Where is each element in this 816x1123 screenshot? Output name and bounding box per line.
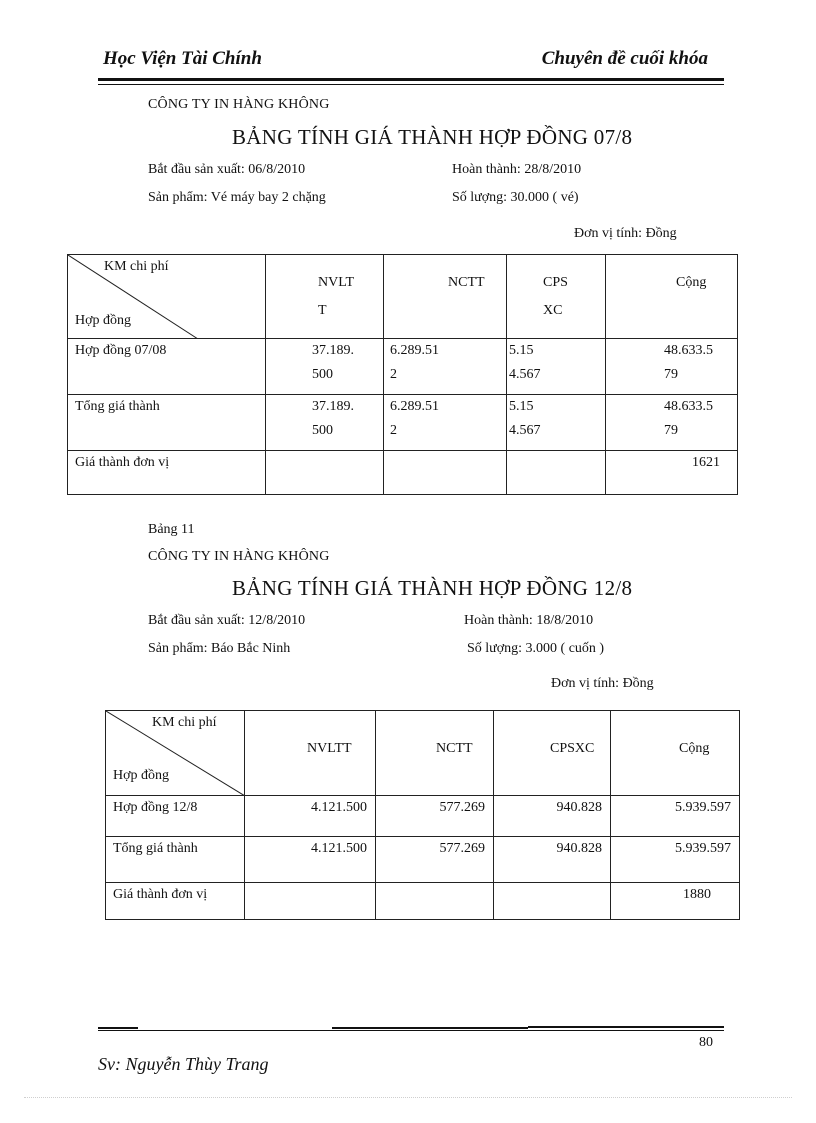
column-header: Cộng: [611, 711, 740, 796]
table-cell: 577.269: [376, 837, 494, 883]
header-left-title: Học Viện Tài Chính: [103, 48, 262, 69]
report2-start-date: Bắt đầu sản xuất: 12/8/2010: [148, 613, 306, 628]
table-cell: 940.828: [494, 837, 611, 883]
table-corner-cell: [106, 711, 245, 796]
table-cell: [507, 451, 606, 495]
report2-unit: Đơn vị tính: Đồng: [551, 676, 654, 691]
table-cell: 4.121.500: [245, 837, 376, 883]
table-cell: 1880: [611, 883, 740, 920]
table-cell: 48.633.5 79: [606, 395, 738, 451]
report1-start-date: Bắt đầu sản xuất: 06/8/2010: [148, 162, 306, 177]
corner-bottom-label: Hợp đồng: [113, 768, 170, 783]
table-cell: [494, 883, 611, 920]
row-label: Tổng giá thành: [106, 837, 245, 883]
column-header: NCTT: [384, 255, 507, 339]
table-corner-cell: [68, 255, 266, 339]
table-cell: 48.633.5 79: [606, 339, 738, 395]
table-cell: 577.269: [376, 796, 494, 837]
row-label: Giá thành đơn vị: [106, 883, 245, 920]
table-cell: 5.15 4.567: [507, 339, 606, 395]
corner-bottom-label: Hợp đồng: [75, 313, 132, 328]
corner-top-label: KM chi phí: [152, 715, 217, 730]
table-cell: 5.939.597: [611, 796, 740, 837]
report2-company: CÔNG TY IN HÀNG KHÔNG: [148, 549, 330, 564]
report1-product: Sản phẩm: Vé máy bay 2 chặng: [148, 190, 326, 205]
column-header: NCTT: [376, 711, 494, 796]
row-label: Hợp đồng 12/8: [106, 796, 245, 837]
header-rule-thin: [98, 84, 724, 85]
footer-rule-thick-mid: [332, 1027, 528, 1029]
table-cell: [384, 451, 507, 495]
table-cell: 37.189. 500: [266, 339, 384, 395]
column-header: NVLTT: [245, 711, 376, 796]
table-cell: 37.189. 500: [266, 395, 384, 451]
report1-unit: Đơn vị tính: Đồng: [574, 226, 677, 241]
report2-cost-table: [105, 710, 740, 920]
report1-finish-date: Hoàn thành: 28/8/2010: [452, 162, 582, 177]
student-name: Sv: Nguyễn Thùy Trang: [98, 1054, 269, 1074]
report2-product: Sản phẩm: Báo Bắc Ninh: [148, 641, 291, 656]
column-header: Cộng: [606, 255, 738, 339]
footer-rule-thin: [98, 1030, 724, 1031]
page-bottom-dotted-line: [24, 1097, 792, 1098]
table-cell: [266, 451, 384, 495]
table-cell: 940.828: [494, 796, 611, 837]
report2-table-number: Bảng 11: [148, 522, 195, 537]
footer-rule-thick-left: [98, 1027, 138, 1029]
report2-finish-date: Hoàn thành: 18/8/2010: [464, 613, 594, 628]
table-cell: 5.15 4.567: [507, 395, 606, 451]
corner-top-label: KM chi phí: [104, 259, 169, 274]
table-cell: 4.121.500: [245, 796, 376, 837]
row-label: Giá thành đơn vị: [68, 451, 266, 495]
footer-rule-thick-right: [528, 1026, 724, 1028]
table-cell: [376, 883, 494, 920]
report1-cost-table: [67, 254, 738, 495]
table-cell: 6.289.51 2: [384, 395, 507, 451]
row-label: Tổng giá thành: [68, 395, 266, 451]
header-right-title: Chuyên đề cuối khóa: [541, 48, 708, 69]
table-cell: 1621: [606, 451, 738, 495]
table-cell: 5.939.597: [611, 837, 740, 883]
column-header: CPS XC: [507, 255, 606, 339]
row-label: Hợp đồng 07/08: [68, 339, 266, 395]
report1-quantity: Số lượng: 30.000 ( vé): [452, 190, 579, 205]
column-header: CPSXC: [494, 711, 611, 796]
column-header: NVLT T: [266, 255, 384, 339]
table-cell: [245, 883, 376, 920]
report2-title: BẢNG TÍNH GIÁ THÀNH HỢP ĐỒNG 12/8: [232, 576, 633, 600]
report1-company: CÔNG TY IN HÀNG KHÔNG: [148, 97, 330, 112]
report2-quantity: Số lượng: 3.000 ( cuốn ): [467, 641, 605, 656]
header-rule-thick: [98, 78, 724, 81]
table-cell: 6.289.51 2: [384, 339, 507, 395]
page-number: 80: [699, 1035, 713, 1050]
report1-title: BẢNG TÍNH GIÁ THÀNH HỢP ĐỒNG 07/8: [232, 125, 633, 149]
